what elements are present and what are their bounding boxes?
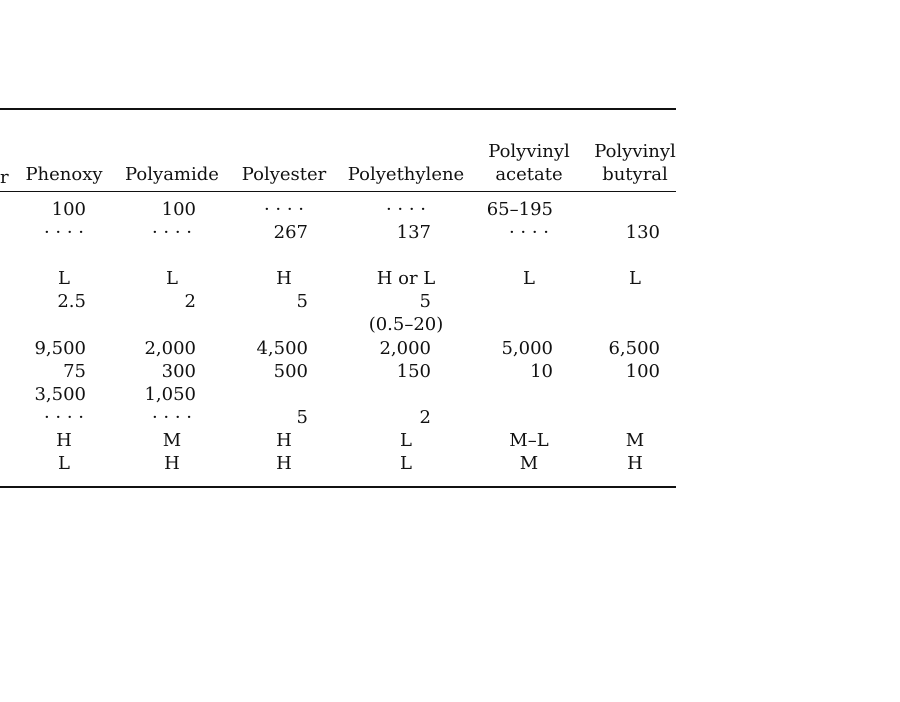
table-cell: 2 — [419, 407, 431, 428]
table-cell: 6,500 — [608, 338, 660, 359]
table-cell: 9,500 — [34, 338, 86, 359]
column-header-line1: Polyvinyl — [594, 141, 676, 162]
table-cell: L — [400, 430, 412, 451]
table-top-rule — [0, 108, 676, 110]
table-cell: · · · · — [151, 222, 193, 243]
table-cell: 2 — [184, 291, 196, 312]
table-cell: 4,500 — [256, 338, 308, 359]
table-cell: (0.5–20) — [368, 314, 444, 335]
table-cell: L — [58, 453, 70, 474]
table-cell: L — [166, 268, 178, 289]
table-cell: H — [276, 430, 292, 451]
table-cell: M — [519, 453, 539, 474]
table-cell: · · · · — [43, 407, 85, 428]
column-header-line2: Phenoxy — [25, 164, 103, 185]
table-cell: 3,500 — [34, 384, 86, 405]
table-cell: L — [400, 453, 412, 474]
table-cell: 300 — [161, 361, 196, 382]
column-header-polyester — [219, 140, 349, 186]
table-cell: 10 — [530, 361, 553, 382]
column-header-line2: Polyamide — [125, 164, 219, 185]
column-header-line1: Polyvinyl — [488, 141, 570, 162]
table-cell: H or L — [376, 268, 436, 289]
table-bottom-rule — [0, 486, 676, 488]
column-header-polyamide — [107, 140, 237, 186]
table-cell: 5,000 — [501, 338, 553, 359]
cut-off-header-fragment: r — [0, 167, 9, 188]
table-cell: L — [629, 268, 641, 289]
table-cell: 100 — [161, 199, 196, 220]
column-header-polyethylene — [341, 140, 471, 186]
column-header-line2: butyral — [602, 164, 668, 185]
column-header-line1 — [219, 140, 349, 163]
table-cell: 500 — [273, 361, 308, 382]
table-cell: L — [523, 268, 535, 289]
table-cell: M — [162, 430, 182, 451]
table-cell: · · · · — [508, 222, 550, 243]
table-cell: H — [56, 430, 72, 451]
table-cell: 130 — [625, 222, 660, 243]
table-cell: 267 — [273, 222, 308, 243]
table-cell: H — [276, 453, 292, 474]
table-cell: · · · · — [263, 199, 305, 220]
table-cell: 5 — [296, 291, 308, 312]
table-cell: 75 — [63, 361, 86, 382]
table-cell: 100 — [625, 361, 660, 382]
column-header-line2: Polyethylene — [347, 164, 465, 185]
table-cell: H — [627, 453, 643, 474]
table-cell: 150 — [396, 361, 431, 382]
table-cell: 65–195 — [486, 199, 553, 220]
column-header-line1 — [107, 140, 237, 163]
table-cell: M–L — [509, 430, 549, 451]
table-cell: H — [164, 453, 180, 474]
table-cell: 5 — [419, 291, 431, 312]
column-header-line2: acetate — [495, 164, 563, 185]
table-cell: 2,000 — [144, 338, 196, 359]
table-cell: 1,050 — [144, 384, 196, 405]
column-header-line1 — [341, 140, 471, 163]
table-cell: · · · · — [151, 407, 193, 428]
table-cell: L — [58, 268, 70, 289]
table-cell: 100 — [51, 199, 86, 220]
table-cell: · · · · — [385, 199, 427, 220]
table-header-rule — [0, 191, 676, 192]
column-header-polyvinyl-butyral — [570, 140, 700, 186]
table-cell: 137 — [396, 222, 431, 243]
table-cell: 2,000 — [379, 338, 431, 359]
table-cell: M — [625, 430, 645, 451]
table-cell: 2.5 — [57, 291, 86, 312]
table-cell: 5 — [296, 407, 308, 428]
column-header-line2: Polyester — [241, 164, 327, 185]
table-cell: · · · · — [43, 222, 85, 243]
table-cell: H — [276, 268, 292, 289]
